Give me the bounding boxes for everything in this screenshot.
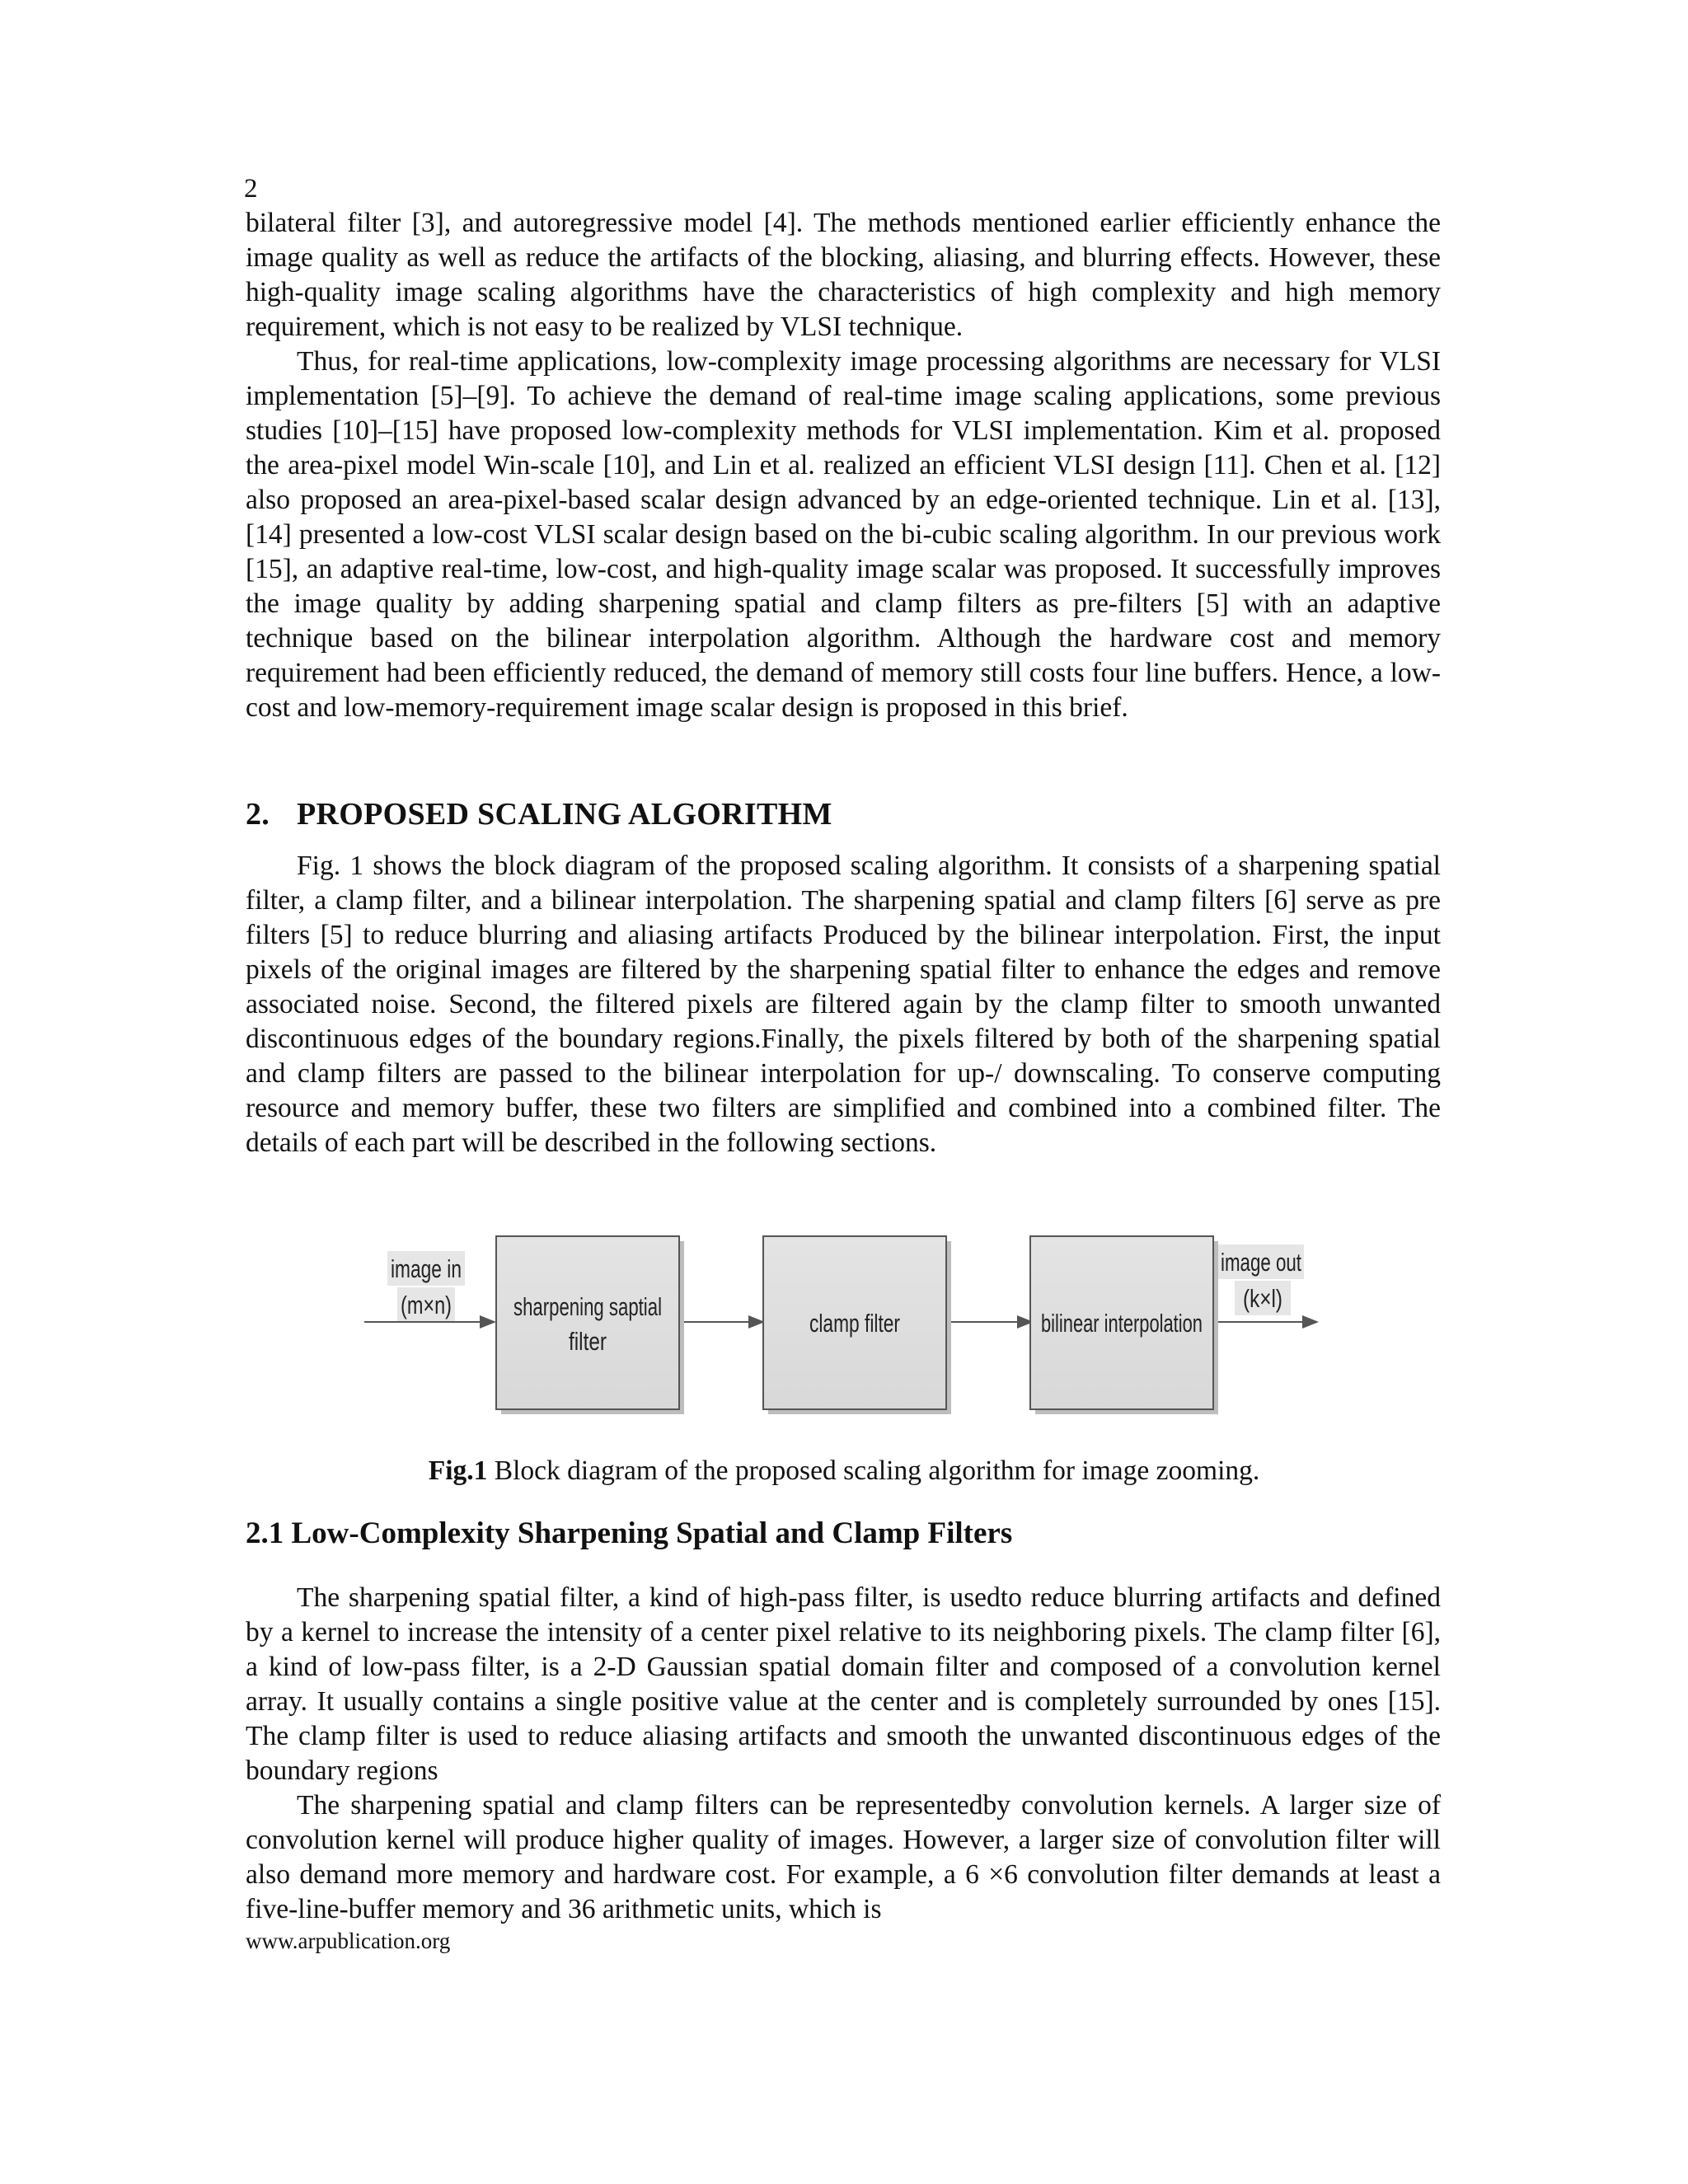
input-label-line-1: image in bbox=[391, 1254, 462, 1283]
intro-text bbox=[246, 206, 1441, 725]
sharpening-filter-label-line-1: sharpening saptial bbox=[513, 1292, 662, 1321]
output-label-line-2: (k×l) bbox=[1243, 1284, 1282, 1313]
block-diagram bbox=[346, 1228, 1335, 1426]
section-2-text bbox=[246, 849, 1441, 1160]
section-2-1-heading: 2.1 Low-Complexity Sharpening Spatial and Clamp Filters bbox=[246, 1516, 1013, 1550]
figure-caption-text: Block diagram of the proposed scaling algorithm for image zooming. bbox=[487, 1455, 1260, 1486]
figure-caption bbox=[0, 1454, 1688, 1488]
section-2-paragraph-1: Fig. 1 shows the block diagram of the proposed scaling algorithm. It consists of a sharpening spatial filter, a clamp filter, and a bilinear interpolation. The sharpening spatial and clamp filters [6] serve as pre filters [5] to reduce blurring and aliasing artifacts Produced by the bilinear interpolation. First, the input pixels of the original images are filtered by the sharpening spatial filter to enhance the edges and remove associated noise. Second, the filtered pixels are filtered again by the clamp filter to smooth unwanted discontinuous edges of the boundary regions.Finally, the pixels filtered by both of the sharpening spatial and clamp filters are passed to the bilinear interpolation for up-/ downscaling. To conserve computing resource and memory buffer, these two filters are simplified and combined into a combined filter. The details of each part will be described in the following sections. bbox=[246, 851, 1441, 1158]
page-number: 2 bbox=[244, 174, 258, 204]
section-2-title: PROPOSED SCALING ALGORITHM bbox=[297, 797, 832, 832]
sharpening-filter-label-line-2: filter bbox=[569, 1327, 607, 1356]
section-2-heading bbox=[246, 795, 832, 833]
section-2-1-text bbox=[246, 1581, 1441, 1927]
section-2-1-paragraph-1: The sharpening spatial filter, a kind of high-pass filter, is usedto reduce blurring artifacts and defined by a kernel to increase the intensity of a center pixel relative to its neighboring pixels. The clamp filter [6], a kind of low-pass filter, is a 2-D Gaussian spatial domain filter and composed of a convolution kernel array. It usually contains a single positive value at the center and is completely surrounded by ones [15]. The clamp filter is used to reduce aliasing artifacts and smooth the unwanted discontinuous edges of the boundary regions bbox=[246, 1582, 1441, 1786]
intro-paragraph-2: Thus, for real-time applications, low-complexity image processing algorithms are necessary for VLSI implementation [5]–[9]. To achieve the demand of real-time image scaling applications, some previous studies [10]–[15] have proposed low-complexity methods for VLSI implementation. Kim et al. proposed the area-pixel model Win-scale [10], and Lin et al. realized an efficient VLSI design [11]. Chen et al. [12] also proposed an area-pixel-based scalar design advanced by an edge-oriented technique. Lin et al. [13], [14] presented a low-cost VLSI scalar design based on the bi-cubic scaling algorithm. In our previous work [15], an adaptive real-time, low-cost, and high-quality image scalar was proposed. It successfully improves the image quality by adding sharpening spatial and clamp filters as pre-filters [5] with an adaptive technique based on the bilinear interpolation algorithm. Although the hardware cost and memory requirement had been efficiently reduced, the demand of memory still costs four line buffers. Hence, a low-cost and low-memory-requirement image scalar design is proposed in this brief. bbox=[246, 346, 1441, 723]
clamp-filter-label: clamp filter bbox=[809, 1309, 900, 1338]
sharpening-filter-block bbox=[496, 1236, 679, 1409]
input-label-line-2: (m×n) bbox=[401, 1291, 452, 1319]
bilinear-interpolation-label: bilinear interpolation bbox=[1041, 1309, 1203, 1338]
intro-paragraph-1: bilateral filter [3], and autoregressive model [4]. The methods mentioned earlier efficiently enhance the image quality as well as reduce the artifacts of the blocking, aliasing, and blurring effects. However, these high-quality image scaling algorithms have the characteristics of high complexity and high memory requirement, which is not easy to be realized by VLSI technique. bbox=[246, 208, 1441, 342]
section-2-number: 2. bbox=[246, 797, 270, 832]
page-footer-url: www.arpublication.org bbox=[246, 1929, 451, 1953]
figure-caption-label: Fig.1 bbox=[428, 1455, 488, 1486]
output-label-line-1: image out bbox=[1221, 1248, 1302, 1277]
section-2-1-paragraph-2: The sharpening spatial and clamp filters can be representedby convolution kernels. A larger size of convolution kernel will produce higher quality of images. However, a larger size of convolution filter will also demand more memory and hardware cost. For example, a 6 ×6 convolution filter demands at least a five-line-buffer memory and 36 arithmetic units, which is bbox=[246, 1790, 1441, 1924]
